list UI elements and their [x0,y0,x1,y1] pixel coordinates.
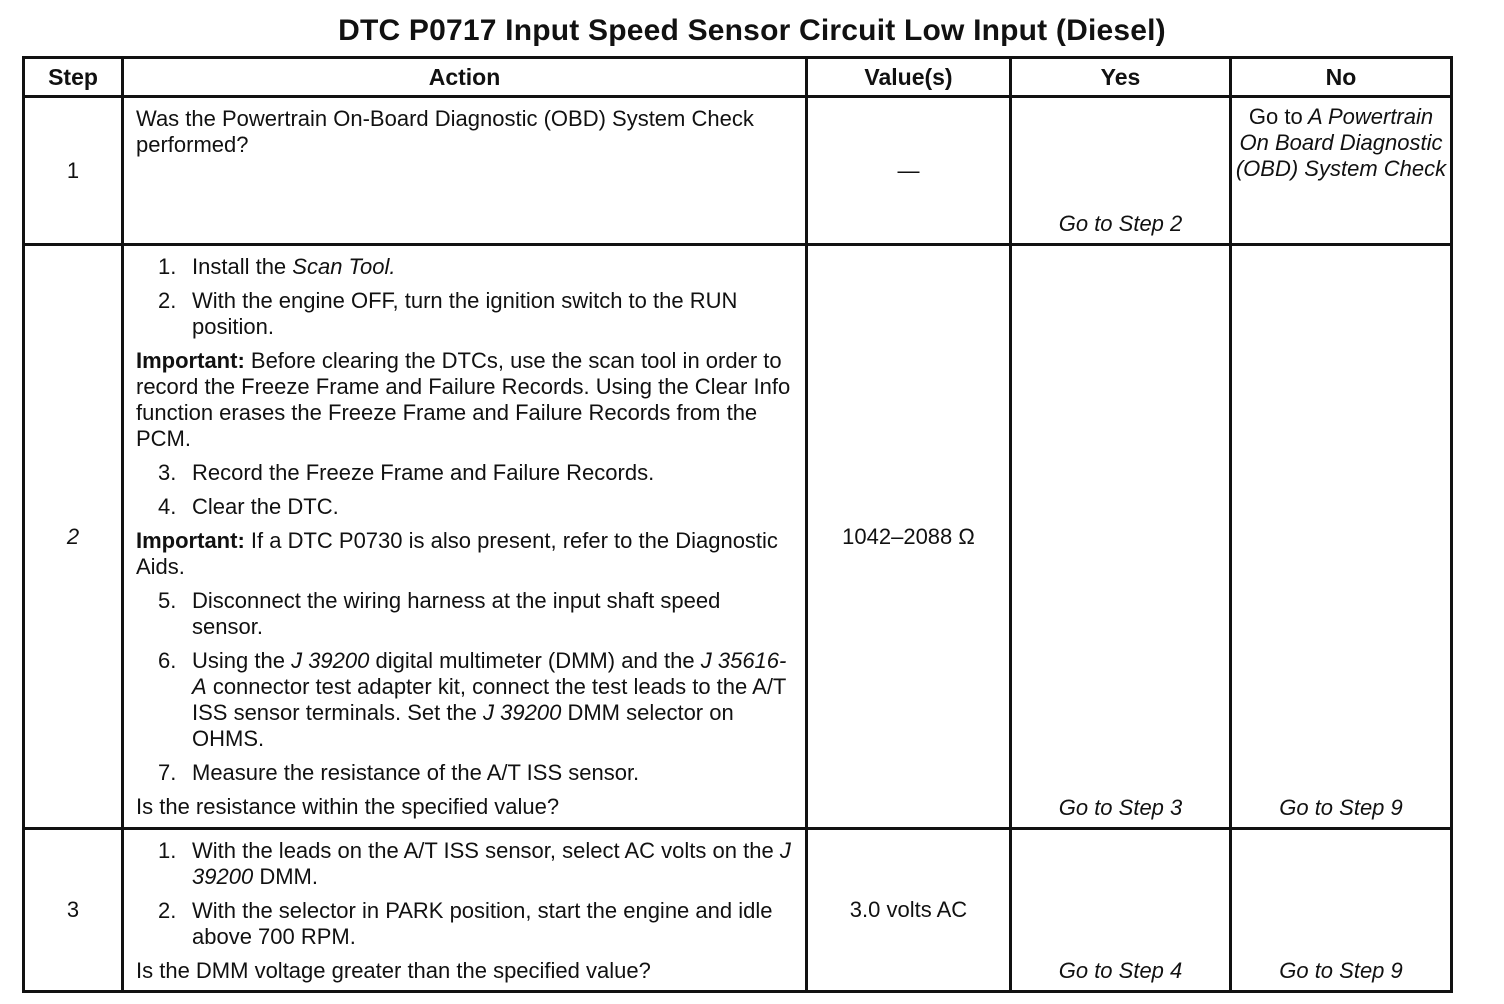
header-values: Value(s) [807,58,1011,97]
important-text: If a DTC P0730 is also present, refer to the Diagnostic Aids. [136,528,778,579]
step-number: 1 [24,97,123,245]
item-number: 2. [158,288,177,313]
header-yes: Yes [1011,58,1231,97]
list-item [158,288,793,340]
important-text: Before clearing the DTCs, use the scan tool in order to record the Freeze Frame and Failure Records. Using the Clear Info function erases the Freeze Frame and Failure Records from the PCM. [136,348,791,451]
item-number: 7. [158,760,177,785]
action-cell [123,829,807,992]
item-text: DMM. [259,864,318,889]
table-header-row [24,58,1452,97]
list-item [158,898,793,950]
tool-name: J 35616-A [192,648,787,699]
step-number: 3 [24,829,123,992]
item-number: 2. [158,898,177,923]
item-text: With the leads on the A/T ISS sensor, select AC volts on the [192,838,774,863]
table-row [24,245,1452,829]
yes-link[interactable]: Go to Step 3 [1011,245,1231,829]
no-link-prefix: Go to [1248,104,1303,129]
item-text: Record the Freeze Frame and Failure Records. [192,460,655,485]
list-item [158,648,793,752]
list-item [158,838,793,890]
action-question: Is the DMM voltage greater than the specified value? [136,958,651,983]
item-text: DMM selector on OHMS. [192,700,734,751]
item-number: 4. [158,494,177,519]
item-text: With the engine OFF, turn the ignition switch to the RUN position. [192,288,738,339]
item-text: connector test adapter kit, connect the test leads to the A/T ISS sensor terminals. Set the [192,674,786,725]
important-label: Important: [136,348,245,373]
page-title: DTC P0717 Input Speed Sensor Circuit Low Input (Diesel) [338,14,1166,47]
header-step: Step [24,58,123,97]
item-text: Disconnect the wiring harness at the input shaft speed sensor. [192,588,721,639]
item-number: 5. [158,588,177,613]
value-cell: 3.0 volts AC [807,829,1011,992]
item-number: 6. [158,648,177,673]
table-row [24,97,1452,245]
action-cell [123,97,807,245]
item-number: 3. [158,460,177,485]
tool-name: J 39200 [192,838,791,889]
no-link[interactable] [1231,97,1452,245]
important-label: Important: [136,528,245,553]
diagnostic-table [22,56,1453,993]
item-text: Install the [192,254,287,279]
yes-link[interactable]: Go to Step 2 [1011,97,1231,245]
tool-name: Scan Tool. [292,254,396,279]
table-row [24,829,1452,992]
list-item [158,760,793,786]
item-text: Clear the DTC. [192,494,339,519]
yes-link[interactable]: Go to Step 4 [1011,829,1231,992]
item-number: 1. [158,838,177,863]
action-question: Was the Powertrain On-Board Diagnostic (OBD) System Check performed? [136,106,754,157]
important-note [136,348,793,452]
value-cell: 1042–2088 Ω [807,245,1011,829]
tool-name: J 39200 [291,648,370,673]
header-action: Action [123,58,807,97]
list-item [158,254,793,280]
action-cell [123,245,807,829]
action-question: Is the resistance within the specified value? [136,794,560,819]
item-number: 1. [158,254,177,279]
value-cell: — [807,97,1011,245]
item-text: Measure the resistance of the A/T ISS sensor. [192,760,640,785]
no-link[interactable]: Go to Step 9 [1231,829,1452,992]
no-link-target: A Powertrain On Board Diagnostic (OBD) System Check [1235,104,1447,181]
item-text: With the selector in PARK position, start the engine and idle above 700 RPM. [192,898,773,949]
tool-name: J 39200 [483,700,562,725]
list-item [158,460,793,486]
important-note [136,528,793,580]
list-item [158,588,793,640]
item-text: Using the [192,648,285,673]
step-number: 2 [24,245,123,829]
list-item [158,494,793,520]
header-no: No [1231,58,1452,97]
no-link[interactable]: Go to Step 9 [1231,245,1452,829]
item-text: digital multimeter (DMM) and the [375,648,695,673]
